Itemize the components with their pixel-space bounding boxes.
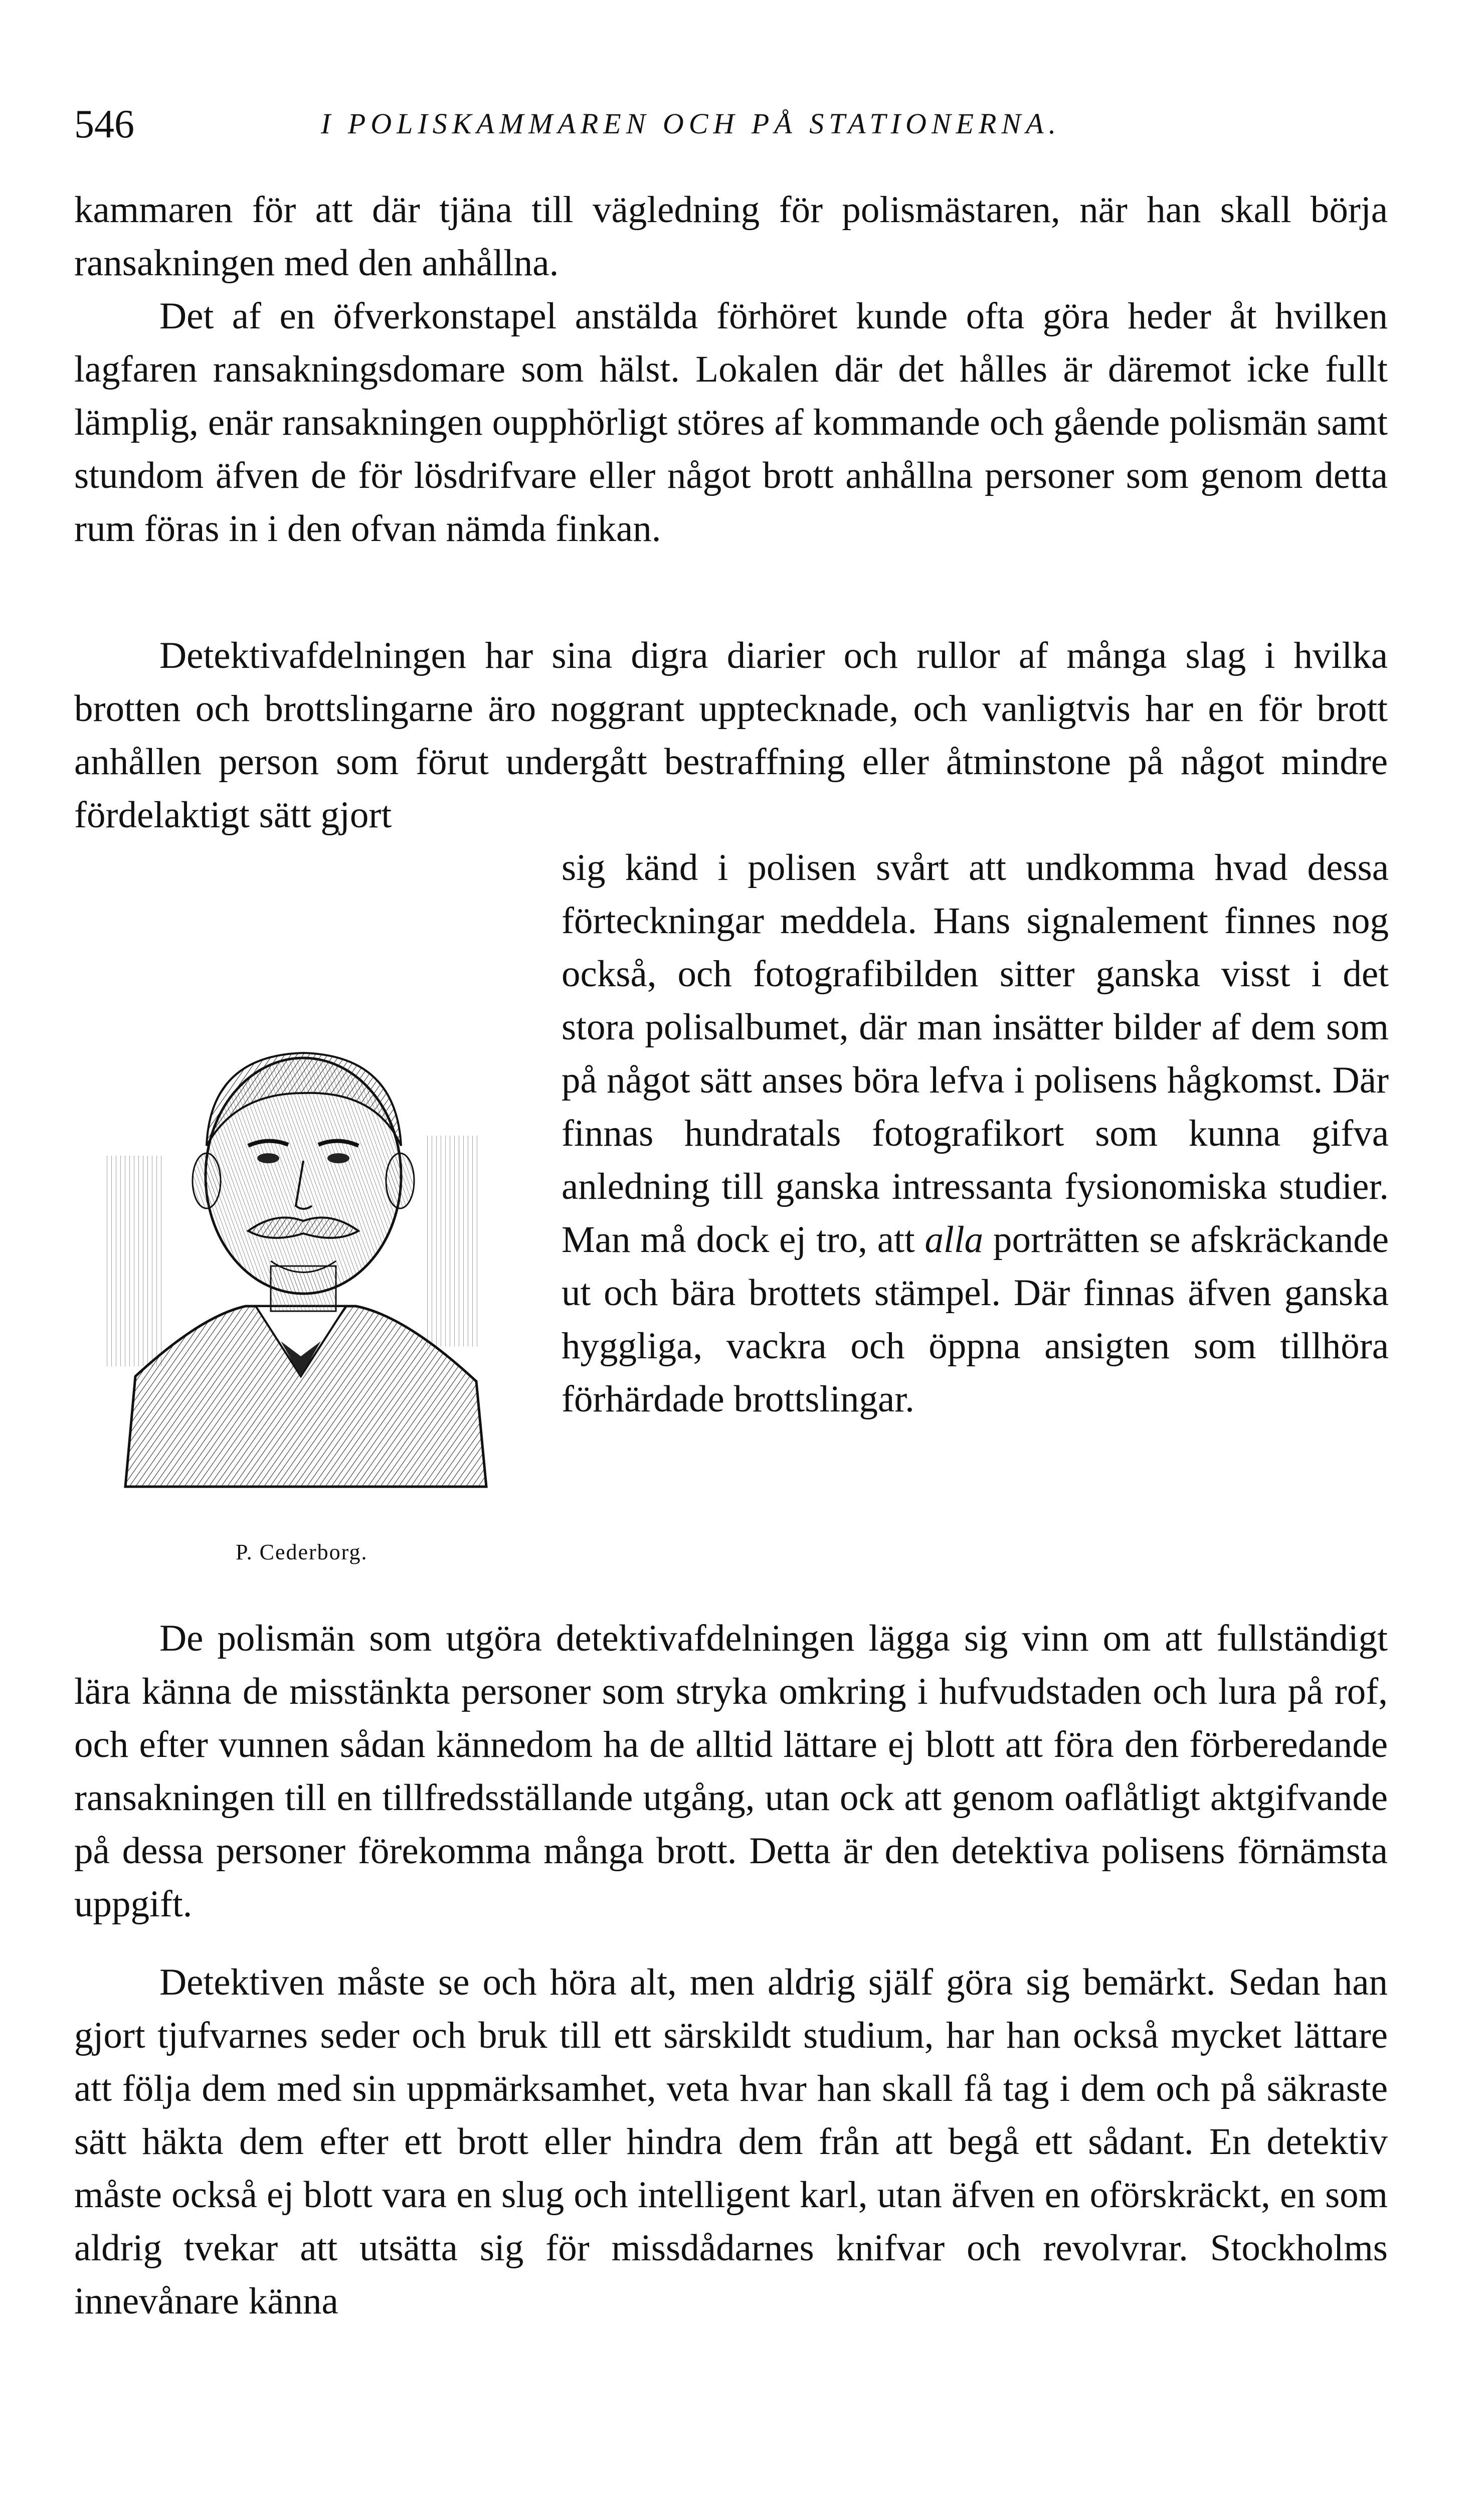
paragraph: Detektiven måste se och höra alt, men aldrig själf göra sig bemärkt. Sedan han gjort tjufvarnes seder och bruk till ett särskildt studium, har han också mycket lättare att följa dem med sin uppmärksamhet, veta hvar han skall få tag i dem och på säkraste sätt häkta dem efter ett brott eller hindra dem från att begå ett sådant. En detektiv måste också ej blott vara en slug och intelligent karl, utan äfven en oförskräckt, en som aldrig tvekar att utsätta sig för missdådarnes knifvar och revolvrar. Stockholms innevånare känna (74, 1961, 1388, 2322)
paragraph: kammaren för att där tjäna till vägledning för polismästaren, när han skall börja ransakningen med den anhållna. (74, 189, 1388, 284)
portrait-illustration (75, 995, 526, 1497)
paragraph-continuation (562, 841, 1389, 1426)
emphasis: alla (924, 1219, 984, 1261)
text-column-beside-portrait (562, 841, 1389, 1426)
text-block-top (74, 184, 1388, 556)
text-block-bottom (74, 1612, 1388, 2328)
text-run: porträtten se afskräckande ut och bära brottets stämpel. Där finnas äfven ganska hyggliga, vackra och öppna ansigten som tillhöra förhärdade brottslingar. (562, 1219, 1389, 1420)
text-block-middle (74, 629, 1388, 842)
portrait-engraving (75, 995, 526, 1497)
paragraph: De polismän som utgöra detektivafdelningen lägga sig vinn om att fullständigt lära känna de misstänkta personer som stryka omkring i hufvudstaden och lura på rof, och efter vunnen sådan kännedom ha de alltid lättare ej blott att föra den förberedande ransakningen till en tillfredsställande utgång, utan ock att genom oaflåtligt aktgifvande på dessa personer förekomma många brott. Detta är den detektiva polisens förnämsta uppgift. (74, 1618, 1388, 1925)
text-run: sig känd i polisen svårt att undkomma hvad dessa förteckningar meddela. Hans signalement finnes nog också, och fotografibilden sitter ganska visst i det stora polisalbumet, där man insätter bilder af dem som på något sätt anses böra lefva i polisens hågkomst. Där finnas hundratals fotografikort som kunna gifva anledning till ganska intressanta fysionomiska studier. Man må dock ej tro, att (562, 847, 1389, 1261)
page-number: 546 (74, 102, 134, 146)
paragraph: Detektivafdelningen har sina digra diarier och rullor af många slag i hvilka brotten och brottslingarne äro noggrant upptecknade, och vanligtvis har en för brott anhållen person som förut undergått bestraffning eller åtminstone på något mindre fördelaktigt sätt gjort (74, 635, 1388, 836)
running-head: I POLISKAMMAREN OCH PÅ STATIONERNA. (321, 107, 1061, 140)
paragraph: Det af en öfverkonstapel anstälda förhöret kunde ofta göra heder åt hvilken lagfaren ransakningsdomare som hälst. Lokalen där det hålles är däremot icke fullt lämplig, enär ransakningen oupphörligt störes af kommande och gående polismän samt stundom äfven de för lösdrifvare eller något brott anhållna personer som genom detta rum föras in i den ofvan nämda finkan. (74, 295, 1388, 550)
portrait-caption: P. Cederborg. (236, 1540, 368, 1564)
